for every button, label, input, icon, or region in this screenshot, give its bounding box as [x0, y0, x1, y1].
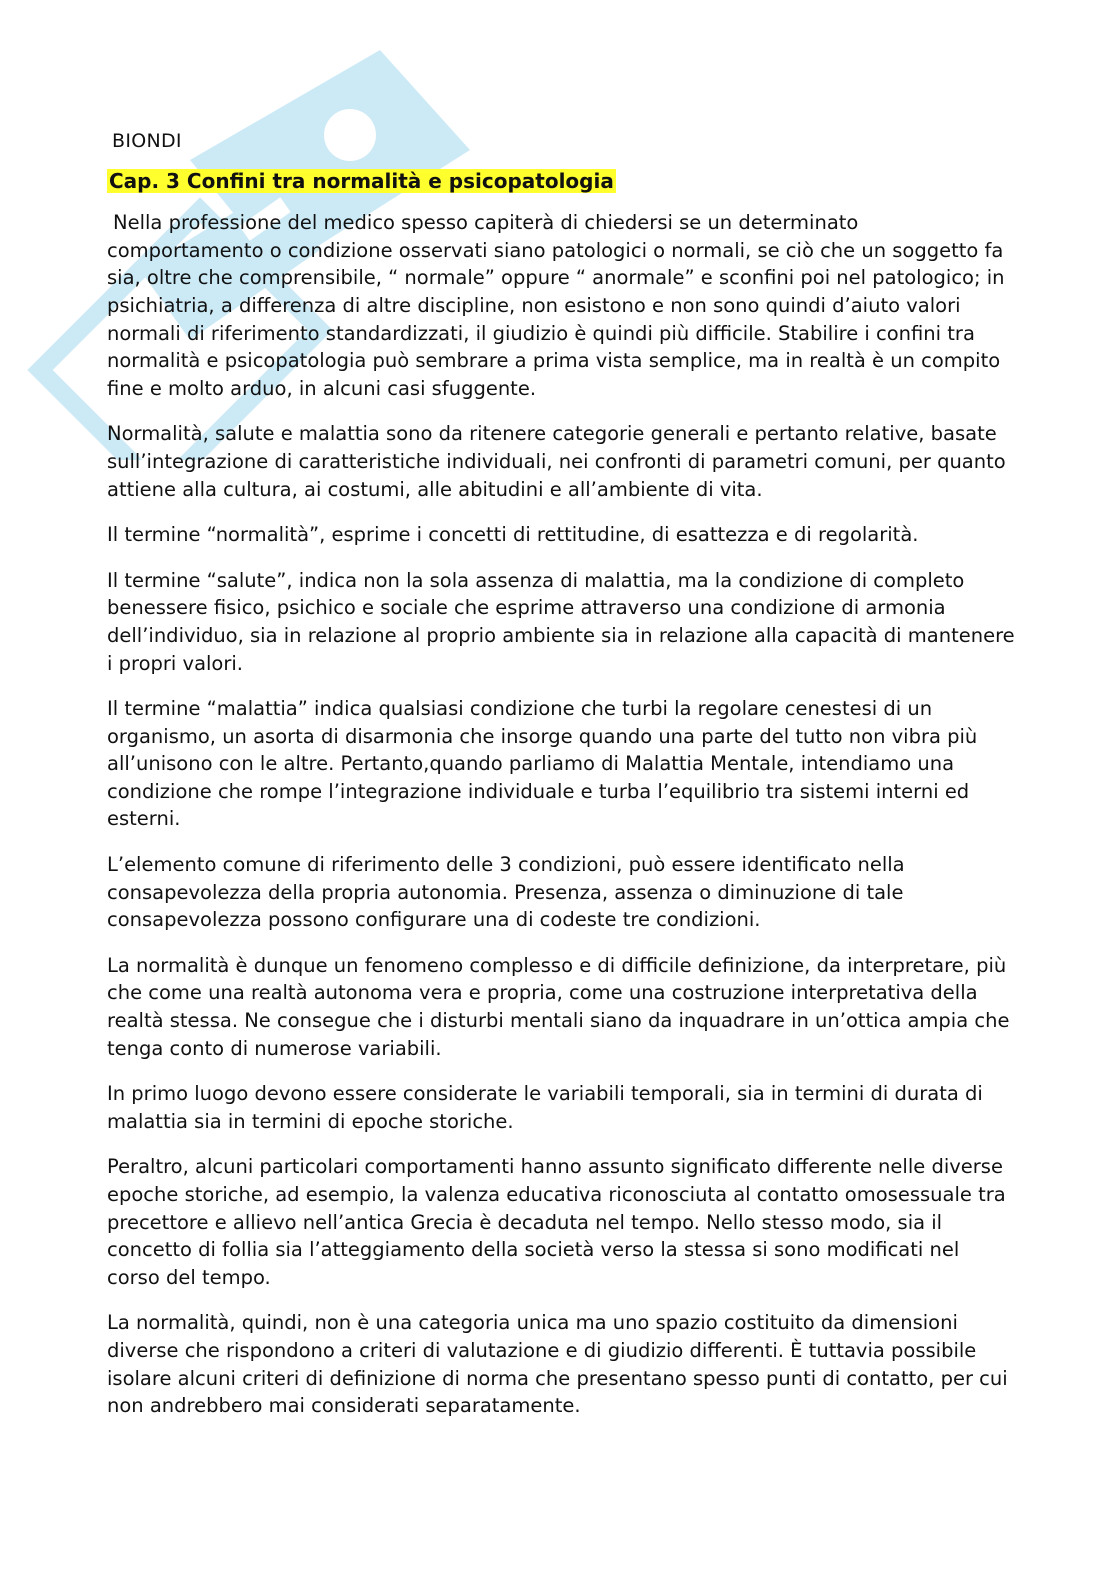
paragraph: Il termine “salute”, indica non la sola assenza di malattia, ma la condizione di completo benessere fisico, psichico e sociale che esprime attraverso una condizione di armonia dell’individuo, sia in relazione al proprio ambiente sia in relazione alla capacità di mantenere i propri valori.: [107, 568, 1015, 675]
paragraph: La normalità è dunque un fenomeno complesso e di difficile definizione, da interpretare, più che come una realtà autonoma vera e propria, come una costruzione interpretativa della realtà stessa. Ne consegue che i disturbi mentali siano da inquadrare in un’ottica ampia che tenga conto di numerose variabili.: [107, 953, 1010, 1060]
paragraph: Il termine “normalità”, esprime i concetti di rettitudine, di esattezza e di regolarità.: [107, 523, 919, 547]
chapter-title: [107, 168, 1017, 196]
chapter-title-highlight: Cap. 3 Confini tra normalità e psicopatologia: [109, 168, 614, 193]
paragraph: La normalità, quindi, non è una categoria unica ma uno spazio costituito da dimensioni diverse che rispondono a criteri di valutazione e di giudizio differenti. È tuttavia possibile isolare alcuni criteri di definizione di norma che presentano spesso punti di contatto, per cui non andrebbero mai considerati separatamente.: [107, 1311, 1008, 1418]
paragraph: Normalità, salute e malattia sono da ritenere categorie generali e pertanto relative, basate sull’integrazione di caratteristiche individuali, nei confronti di parametri comuni, per quanto attiene alla cultura, ai costumi, alle abitudini e all’ambiente di vita.: [107, 422, 1006, 501]
document-body: [107, 128, 1017, 1438]
paragraph: Nella professione del medico spesso capiterà di chiedersi se un determinato comportamento o condizione osservati siano patologici o normali, se ciò che un soggetto fa sia, oltre che comprensibile, “ normale” oppure “ anormale” e sconfini poi nel patologico; in psichiatria, a differenza di altre discipline, non esistono e non sono quindi d’aiuto valori normali di riferimento standardizzati, il giudizio è quindi più difficile. Stabilire i confini tra normalità e psicopatologia può sembrare a prima vista semplice, ma in realtà è un compito fine e molto arduo, in alcuni casi sfuggente.: [107, 211, 1005, 400]
paragraph: Peraltro, alcuni particolari comportamenti hanno assunto significato differente nelle diverse epoche storiche, ad esempio, la valenza educativa riconosciuta al contatto omosessuale tra precettore e allievo nell’antica Grecia è decaduta nel tempo. Nello stesso modo, sia il concetto di follia sia l’atteggiamento della società verso la stessa si sono modificati nel corso del tempo.: [107, 1155, 1006, 1289]
author-name: BIONDI: [112, 130, 182, 152]
paragraph: L’elemento comune di riferimento delle 3 condizioni, può essere identificato nella consapevolezza della propria autonomia. Presenza, assenza o diminuzione di tale consapevolezza possono configurare una di codeste tre condizioni.: [107, 853, 905, 932]
paragraph: Il termine “malattia” indica qualsiasi condizione che turbi la regolare cenestesi di un organismo, un asorta di disarmonia che insorge quando una parte del tutto non vibra più all’unisono con le altre. Pertanto,quando parliamo di Malattia Mentale, intendiamo una condizione che rompe l’integrazione individuale e turba l’equilibrio tra sistemi interni ed esterni.: [107, 697, 978, 831]
paragraph: In primo luogo devono essere considerate le variabili temporali, sia in termini di durata di malattia sia in termini di epoche storiche.: [107, 1082, 983, 1133]
